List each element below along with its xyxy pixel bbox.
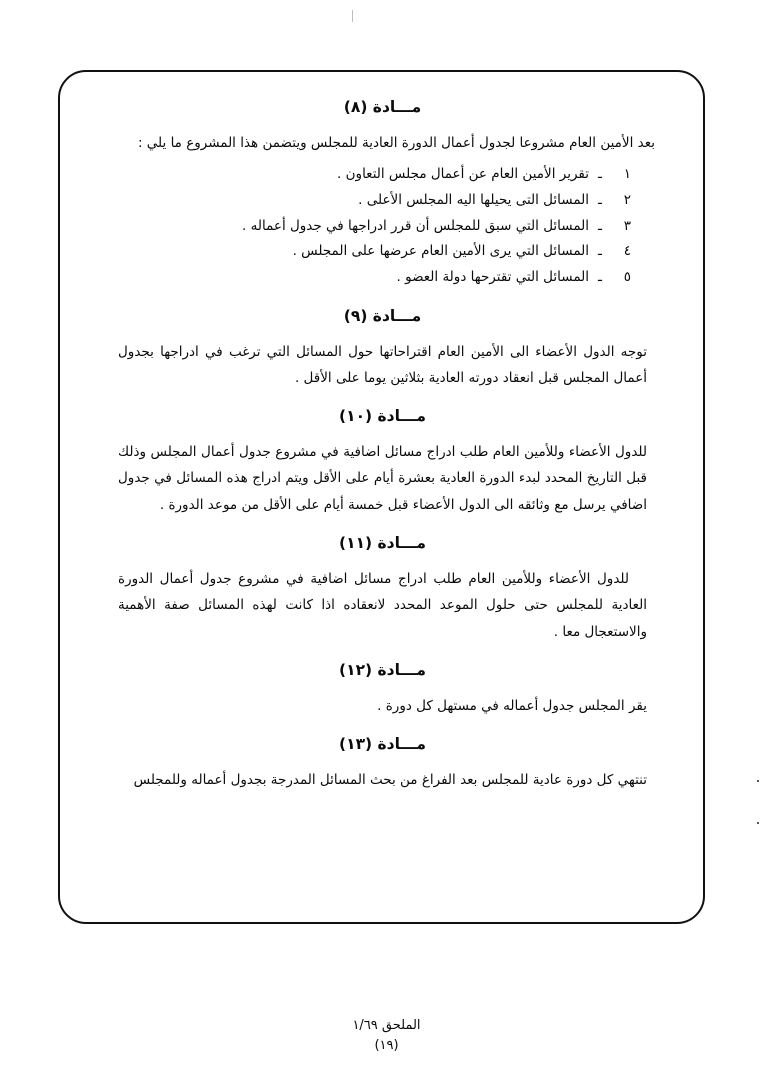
list-item-text: المسائل التي يرى الأمين العام عرضها على المجلس . [292,243,589,260]
list-item-text: المسائل التي سبق للمجلس أن قرر ادراجها في جدول أعماله . [242,217,589,234]
article-9-body [110,339,655,392]
list-item-text: المسائل التي تقترحها دولة العضو . [396,268,589,285]
article-10-body [110,439,655,518]
footer-page-number: (١٩) [374,1037,399,1053]
list-item-dash: ـ [598,268,602,285]
list-item-dash: ـ [598,217,602,234]
article-heading-13: مـــادة (١٣) [339,735,426,754]
list-item-text: المسائل التى يحيلها اليه المجلس الأعلى . [358,191,589,208]
page-registration-tick [352,10,353,22]
article-8-list [110,162,641,290]
article-heading-10: مـــادة (١٠) [339,407,426,426]
article-13-paragraph: تنتهي كل دورة عادية للمجلس بعد الفراغ من بحث المسائل المدرجة بجدول أعماله وللمجلس [133,772,647,789]
document-body [58,70,705,924]
article-heading-8: مـــادة (٨) [343,98,422,116]
page-edge-mark-bottom [757,822,759,824]
page-footer [0,1016,773,1055]
list-item [110,239,641,265]
list-item-dash: ـ [598,166,602,183]
article-9-paragraph: توجه الدول الأعضاء الى الأمين العام اقتراحاتها حول المسائل التي ترغب في ادراجها بجدول أعمال المجلس قبل انعقاد دورته العادية بثلاثين يوما على الأقل . [118,343,647,386]
list-item [110,265,641,291]
list-item-number: ٥ [623,268,631,285]
article-13-body [110,767,655,793]
list-item [110,162,641,188]
list-item [110,214,641,240]
article-8-intro: بعد الأمين العام مشروعا لجدول أعمال الدورة العادية للمجلس ويتضمن هذا المشروع ما يلي : [137,135,655,151]
list-item-number: ٢ [623,191,631,208]
list-item [110,188,641,214]
article-11-paragraph: للدول الأعضاء وللأمين العام طلب ادراج مسائل اضافية في مشروع جدول أعمال الدورة العادية للمجلس حتى حلول الموعد المحدد لانعقاده اذا كانت لهذه المسائل صفة الأهمية والاستعجال معا . [118,571,647,640]
list-item-dash: ـ [598,191,602,208]
footer-annex-label: الملحق ١/٦٩ [352,1018,421,1033]
article-12-paragraph: يقر المجلس جدول أعماله في مستهل كل دورة . [377,698,647,715]
article-heading-11: مـــادة (١١) [339,534,426,553]
article-12-body [110,693,655,719]
list-item-number: ١ [623,166,631,183]
article-10-paragraph: للدول الأعضاء وللأمين العام طلب ادراج مسائل اضافية في مشروع جدول أعمال المجلس وذلك قبل التاريخ المحدد لبدء الدورة العادية بعشرة أيام على الأقل ويتم ادراج هذه المسائل في جدول اضافي يرسل مع وثائقه الى الدول الأعضاء قبل خمسة أيام على الأقل من موعد الدورة . [118,444,647,513]
article-11-body [110,566,655,645]
page-edge-mark-top [757,780,759,782]
list-item-text: تقرير الأمين العام عن أعمال مجلس التعاون . [337,166,589,183]
article-heading-9: مـــادة (٩) [343,306,422,325]
list-item-dash: ـ [598,243,602,260]
article-heading-12: مـــادة (١٢) [339,661,426,680]
list-item-number: ٣ [623,217,631,234]
article-8-list-wrap [110,162,655,290]
list-item-number: ٤ [623,243,631,260]
